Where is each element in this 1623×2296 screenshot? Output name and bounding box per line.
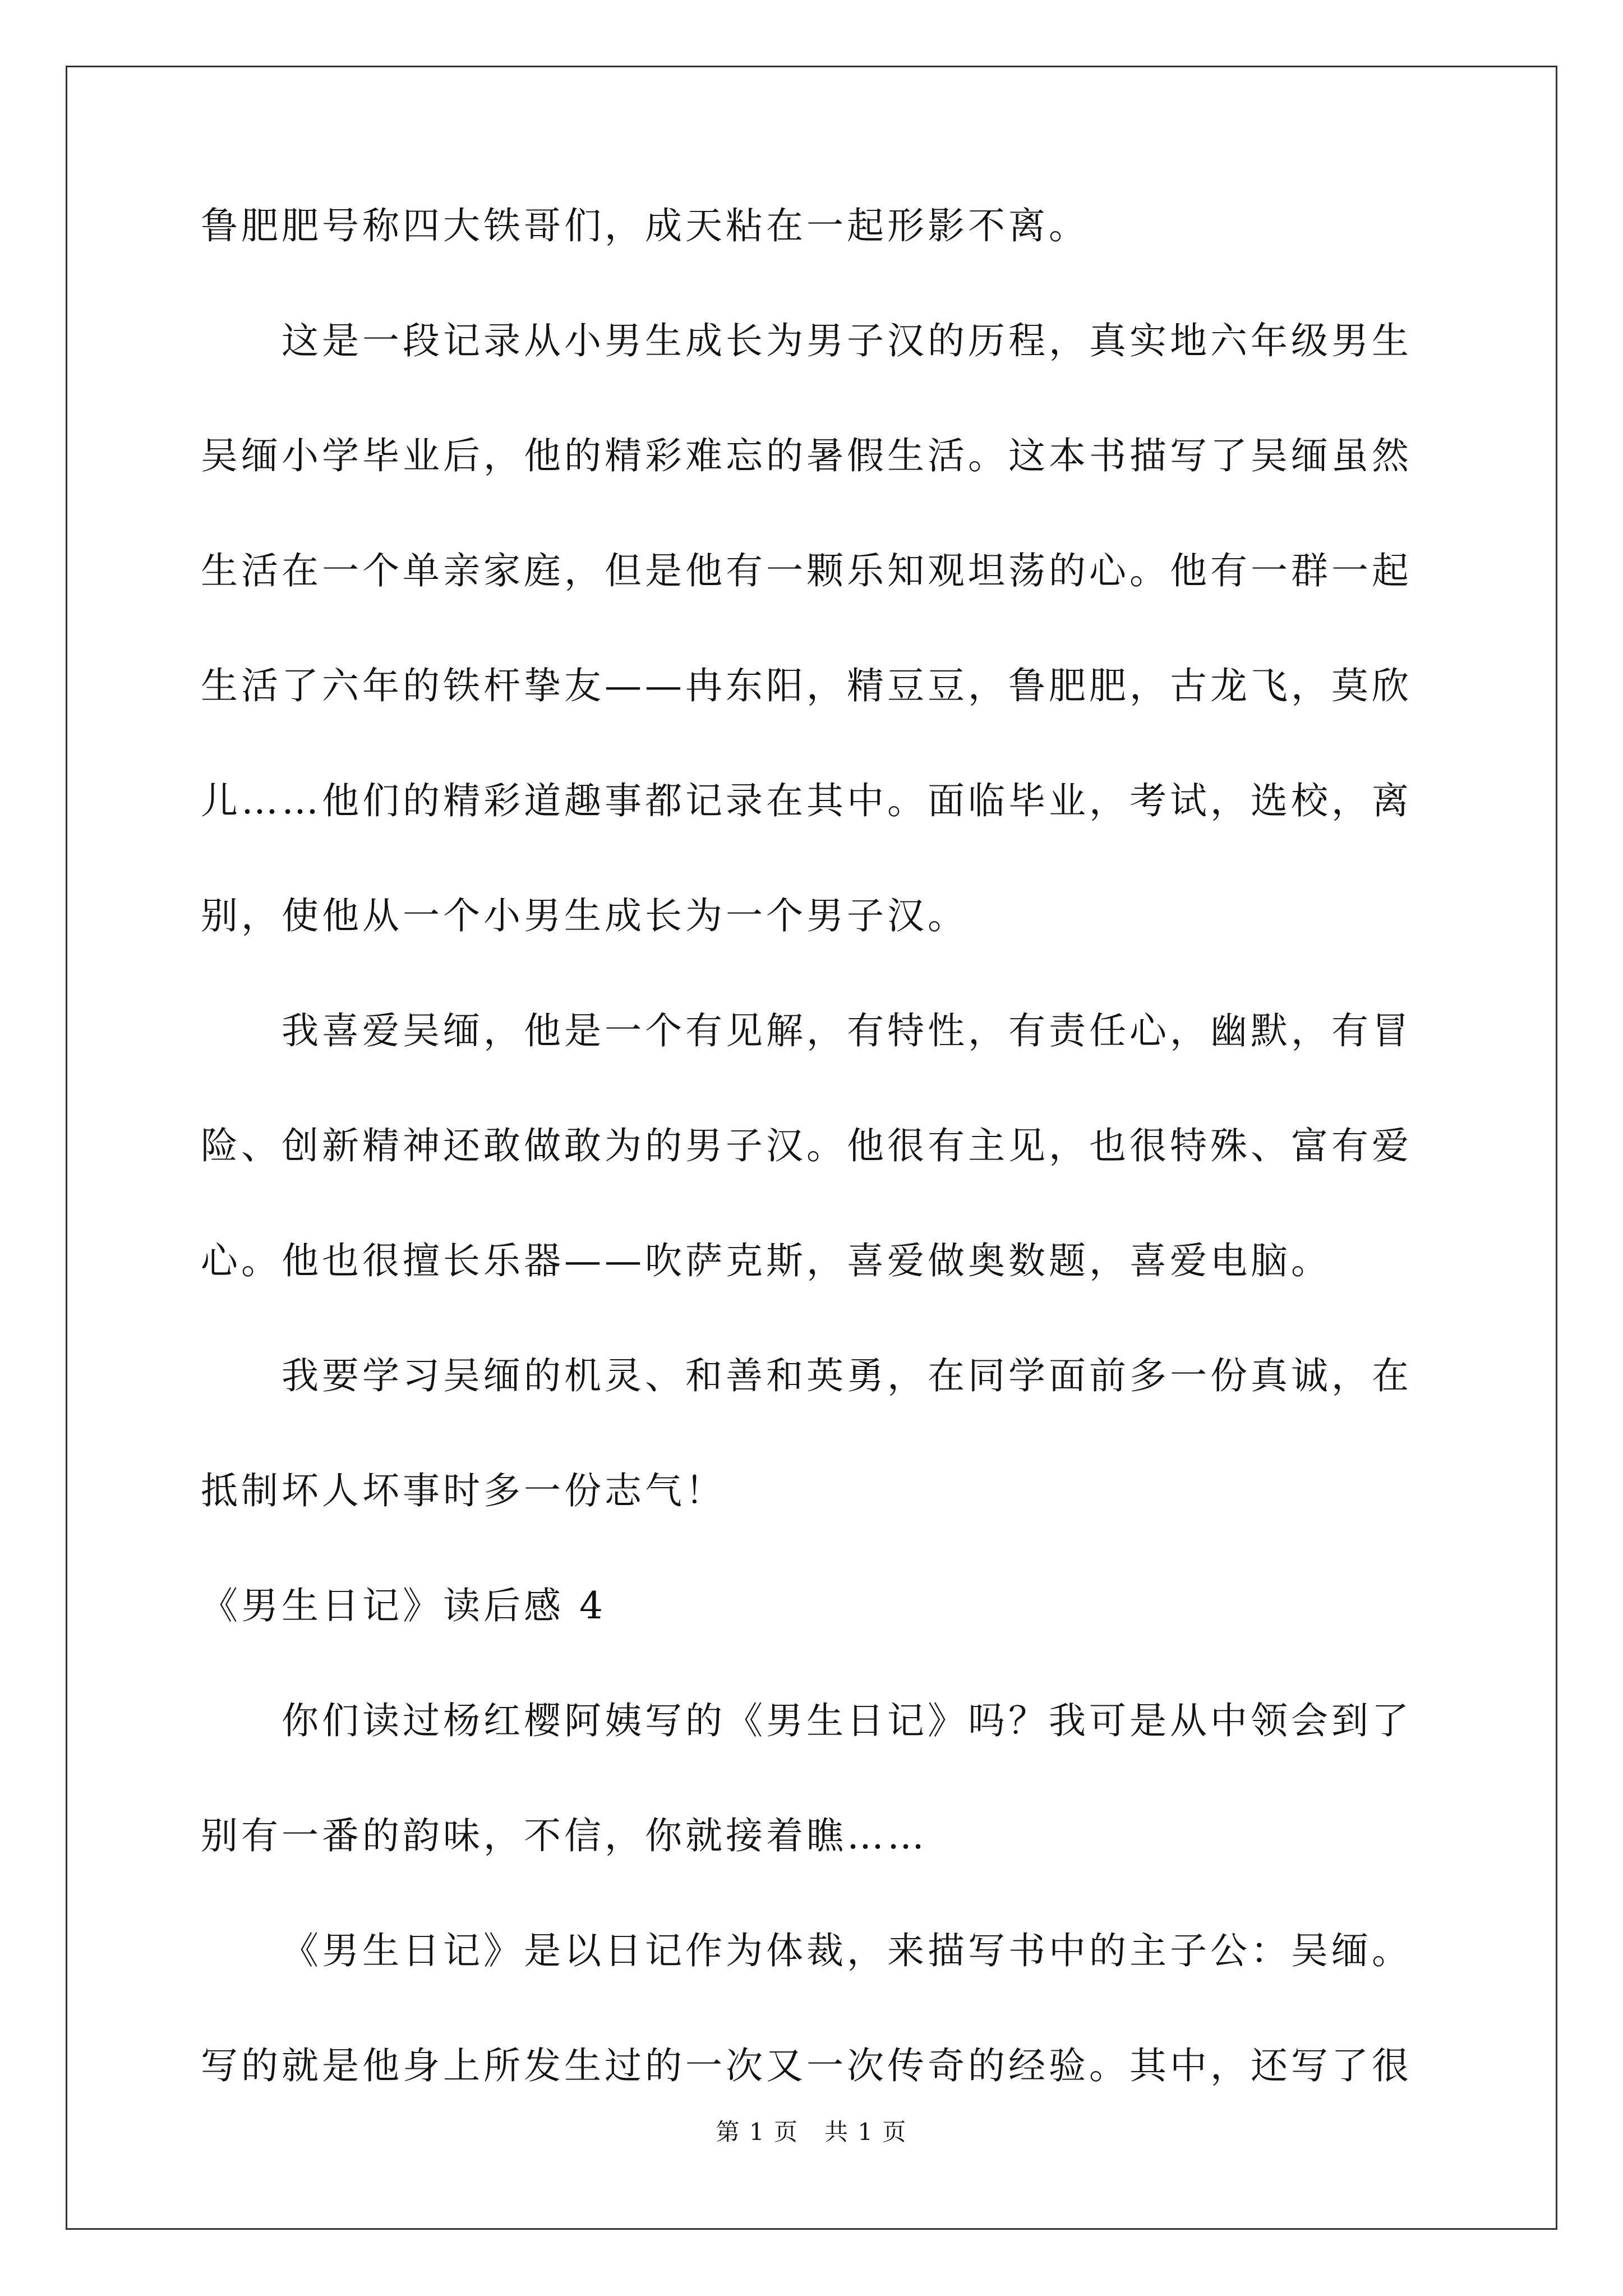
text-line: 我要学习吴缅的机灵、和善和英勇，在同学面前多一份真诚，在	[282, 1354, 1412, 1397]
text-line: 心。他也很擅长乐器——吹萨克斯，喜爱做奥数题，喜爱电脑。	[201, 1239, 1331, 1282]
text-line: 这是一段记录从小男生成长为男子汉的历程，真实地六年级男生	[282, 319, 1412, 362]
text-line: 鲁肥肥号称四大铁哥们，成天粘在一起形影不离。	[201, 204, 1089, 247]
section-heading: 《男生日记》读后感 4	[201, 1584, 606, 1627]
text-line: 儿……他们的精彩道趣事都记录在其中。面临毕业，考试，选校，离	[201, 779, 1412, 822]
page-number: 第 1 页	[716, 2118, 799, 2146]
text-line: 险、创新精神还敢做敢为的男子汉。他很有主见，也很特殊、富有爱	[201, 1124, 1412, 1167]
text-line: 抵制坏人坏事时多一份志气！	[201, 1469, 726, 1512]
text-line: 生活了六年的铁杆挚友——冉东阳，精豆豆，鲁肥肥，古龙飞，莫欣	[201, 664, 1412, 707]
page-total: 共 1 页	[824, 2118, 907, 2146]
text-line: 你们读过杨红樱阿姨写的《男生日记》吗？我可是从中领会到了	[282, 1699, 1412, 1742]
page-footer	[0, 2120, 1623, 2144]
text-line: 《男生日记》是以日记作为体裁，来描写书中的主子公：吴缅。	[282, 1929, 1412, 1972]
document-body	[201, 204, 1429, 2087]
text-line: 写的就是他身上所发生过的一次又一次传奇的经验。其中，还写了很	[201, 2044, 1412, 2087]
text-line: 别，使他从一个小男生成长为一个男子汉。	[201, 894, 968, 937]
text-line: 别有一番的韵味，不信，你就接着瞧……	[201, 1814, 928, 1857]
text-line: 吴缅小学毕业后，他的精彩难忘的暑假生活。这本书描写了吴缅虽然	[201, 434, 1412, 477]
text-line: 生活在一个单亲家庭，但是他有一颗乐知观坦荡的心。他有一群一起	[201, 549, 1412, 592]
text-line: 我喜爱吴缅，他是一个有见解，有特性，有责任心，幽默，有冒	[282, 1009, 1412, 1052]
